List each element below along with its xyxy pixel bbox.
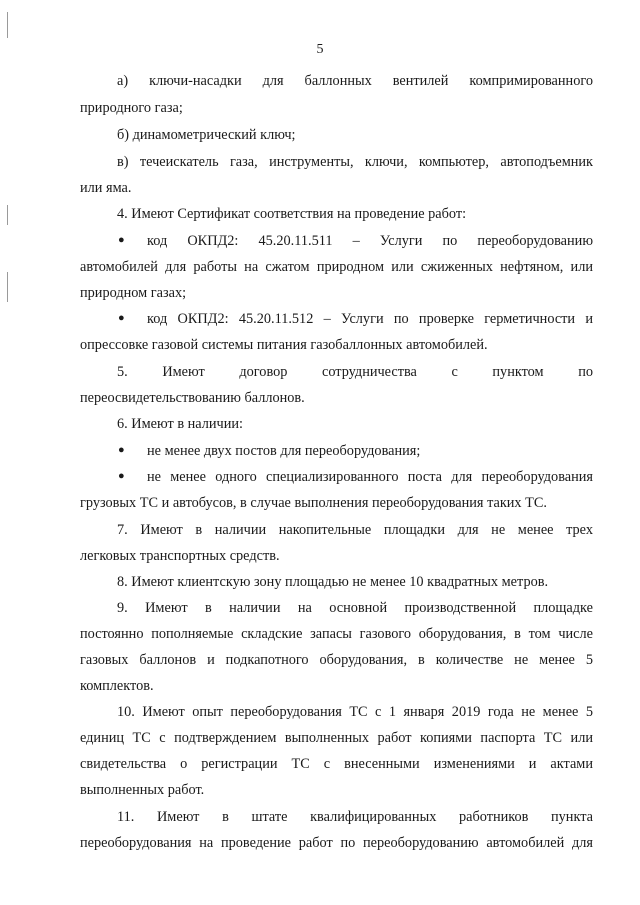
text-line: 10. Имеют опыт переоборудования ТС с 1 января 2019 года не менее 5 xyxy=(117,704,593,720)
bullet-icon: ● xyxy=(118,234,125,246)
text-line: выполненных работ. xyxy=(80,782,205,798)
text-line: природного газа; xyxy=(80,100,183,116)
text-line: легковых транспортных средств. xyxy=(80,548,280,564)
scan-mark xyxy=(7,205,8,225)
text-line: не менее двух постов для переоборудования; xyxy=(147,443,421,459)
text-line: 6. Имеют в наличии: xyxy=(117,416,244,432)
scan-mark xyxy=(7,12,8,38)
text-line: переоборудования на проведение работ по переоборудованию автомобилей для xyxy=(80,835,593,851)
text-line: 9. Имеют в наличии на основной производственной площадке xyxy=(117,600,593,616)
text-line: а) ключи-насадки для баллонных вентилей компримированного xyxy=(117,73,593,89)
page-number: 5 xyxy=(316,42,324,57)
text-line: 7. Имеют в наличии накопительные площадки для не менее трех xyxy=(117,522,593,538)
text-line: автомобилей для работы на сжатом природном или сжиженных нефтяном, или xyxy=(80,259,593,275)
text-line: грузовых ТС и автобусов, в случае выполнения переоборудования таких ТС. xyxy=(80,495,547,511)
text-line: 11. Имеют в штате квалифицированных работников пункта xyxy=(117,809,593,825)
text-line: природном газах; xyxy=(80,285,187,301)
text-line: не менее одного специализированного поста для переоборудования xyxy=(147,469,593,485)
text-line: или яма. xyxy=(80,180,132,196)
text-line: код ОКПД2: 45.20.11.512 – Услуги по проверке герметичности и xyxy=(147,311,593,327)
text-line: 5. Имеют договор сотрудничества с пунктом по xyxy=(117,364,593,380)
text-line: переосвидетельствованию баллонов. xyxy=(80,390,305,406)
text-line: свидетельства о регистрации ТС с внесенными изменениями и актами xyxy=(80,756,593,772)
text-line: комплектов. xyxy=(80,678,154,694)
text-line: единиц ТС с подтверждением выполненных работ копиями паспорта ТС или xyxy=(80,730,593,746)
bullet-icon: ● xyxy=(118,470,125,482)
text-line: 8. Имеют клиентскую зону площадью не менее 10 квадратных метров. xyxy=(117,574,549,590)
text-line: б) динамометрический ключ; xyxy=(117,127,296,143)
bullet-icon: ● xyxy=(118,312,125,324)
text-line: постоянно пополняемые складские запасы газового оборудования, в том числе xyxy=(80,626,593,642)
bullet-icon: ● xyxy=(118,444,125,456)
text-line: опрессовке газовой системы питания газобаллонных автомобилей. xyxy=(80,337,488,353)
text-line: газовых баллонов и подкапотного оборудования, в количестве не менее 5 xyxy=(80,652,593,668)
scan-mark xyxy=(7,272,8,302)
text-line: код ОКПД2: 45.20.11.511 – Услуги по переоборудованию xyxy=(147,233,593,249)
text-line: в) течеискатель газа, инструменты, ключи, компьютер, автоподъемник xyxy=(117,154,593,170)
text-line: 4. Имеют Сертификат соответствия на проведение работ: xyxy=(117,206,467,222)
